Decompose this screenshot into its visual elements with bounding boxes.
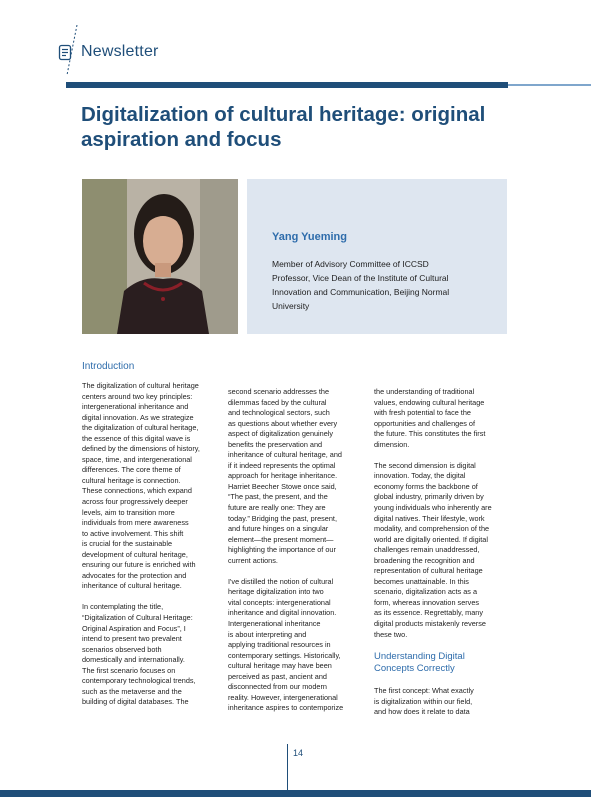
text-line: “The past, the present, and the [228, 492, 328, 502]
text-line: cultural heritage is connection. [82, 475, 181, 485]
text-line: defined by the dimensions of history, [82, 444, 200, 454]
text-line: form, whereas innovation serves [374, 597, 480, 607]
text-line: contemporary settings. Historically, [228, 650, 341, 660]
text-line: inheritance and digital innovation. [228, 608, 337, 618]
text-line: dimension. [374, 439, 410, 449]
text-line: Intergenerational inheritance [228, 619, 321, 629]
text-line: development of cultural heritage, [82, 549, 188, 559]
text-line: to active involvement. This shift [82, 528, 184, 538]
text-line: challenges remain unaddressed, [374, 545, 480, 555]
text-line: The first concept: What exactly [374, 686, 474, 696]
text-line: becomes unattainable. In this [374, 576, 469, 586]
text-line: inheritance of cultural heritage, and [228, 450, 342, 460]
text-line: building of digital databases. The [82, 697, 189, 707]
text-line: heritage digitalization into two [228, 587, 324, 597]
author-name: Yang Yueming [272, 231, 347, 243]
text-line: opportunities and challenges of [374, 418, 476, 428]
text-line: scenario, digitalization acts as a [374, 587, 478, 597]
text-line: domestically and internationally. [82, 655, 185, 665]
text-line: is crucial for the sustainable [82, 539, 173, 549]
paragraph [374, 387, 508, 450]
text-line: is about interpreting and [228, 629, 307, 639]
header-rule [66, 82, 508, 88]
text-line: contemporary technological trends, [82, 676, 196, 686]
text-line: today.” Bridging the past, present, [228, 513, 337, 523]
text-line: innovation. Today, the digital [374, 471, 466, 481]
paragraph [228, 387, 363, 566]
text-line: applying traditional resources in [228, 640, 331, 650]
paragraph [374, 686, 508, 718]
text-line: benefits the preservation and [228, 439, 323, 449]
author-role [272, 257, 492, 313]
text-line: advocates for the protection and [82, 570, 187, 580]
text-line: second scenario addresses the [228, 387, 330, 396]
text-line: these two. [374, 629, 408, 639]
text-line: inheritance of cultural heritage. [82, 581, 182, 591]
text-line: and future hinges on a singular [228, 524, 329, 534]
text-line: young individuals who inherently are [374, 503, 492, 513]
introduction-heading: Introduction [82, 361, 135, 372]
author-photo [82, 179, 238, 334]
text-line: I've distilled the notion of cultural [228, 576, 334, 586]
text-line: the digitalization of cultural heritage, [82, 423, 199, 433]
text-line: digital products mistakenly reverse [374, 619, 486, 629]
text-line: as its essence. Regrettably, many [374, 608, 483, 618]
text-line: The digitalization of cultural heritage [82, 381, 199, 390]
text-line: future are really one: They are [228, 503, 326, 513]
text-line: with fresh potential to face the [374, 408, 471, 418]
text-column-3 [374, 387, 508, 728]
page-number-divider [287, 744, 288, 790]
text-line: intend to present two prevalent [82, 634, 182, 644]
text-line: Understanding Digital [374, 650, 465, 662]
text-line: In contemplating the title, [82, 602, 164, 612]
paragraph [82, 602, 216, 707]
text-line: world are digitally oriented. If digital [374, 534, 488, 544]
text-line: as questions about whether every [228, 418, 338, 428]
section-heading [374, 651, 508, 676]
text-line: The second dimension is digital [374, 460, 476, 470]
text-line: economy forms the backbone of [374, 481, 478, 491]
text-line: “Digitalization of Cultural Heritage: [82, 613, 193, 623]
text-column-2 [228, 387, 363, 725]
text-line: Harriet Beecher Stowe once said, [228, 481, 337, 491]
text-line: is digitalization within our field, [374, 696, 473, 706]
text-line: broadening the recognition and [374, 555, 475, 565]
text-line: vital concepts: intergenerational [228, 597, 331, 607]
paragraph [82, 381, 216, 592]
text-line: digital innovation. As we strategize [82, 412, 194, 422]
text-line: aspect of digitalization genuinely [228, 429, 334, 439]
newsletter-icon [58, 44, 72, 61]
text-line: modality, and comprehension of the [374, 524, 490, 534]
text-line: the understanding of traditional [374, 387, 475, 396]
text-line: representation of cultural heritage [374, 566, 483, 576]
text-line: ensuring our future is enriched with [82, 560, 196, 570]
text-line: global industry, primarily driven by [374, 492, 484, 502]
text-line: disconnected from our modern [228, 682, 327, 692]
text-line: if it indeed represents the optimal [228, 460, 336, 470]
text-line: across four progressively deeper [82, 497, 188, 507]
text-line: dilemmas faced by the cultural [228, 397, 327, 407]
author-role-line: Innovation and Communication, Beijing Normal [272, 287, 450, 297]
text-line: These connections, which expand [82, 486, 192, 496]
text-line: Concepts Correctly [374, 663, 455, 675]
text-line: differences. The core theme of [82, 465, 181, 475]
text-line: element—the present moment— [228, 534, 334, 544]
text-line: individuals from mere awareness [82, 518, 189, 528]
text-line: reality. However, intergenerational [228, 692, 338, 702]
text-line: inheritance aspires to contemporize [228, 703, 344, 713]
text-line: space, time, and intergenerational [82, 454, 192, 464]
header-rule-light [508, 84, 591, 86]
text-line: The first scenario focuses on [82, 665, 176, 675]
text-line: scenarios observed both [82, 644, 162, 654]
text-line: intergenerational inheritance and [82, 402, 189, 412]
text-line: the future. This constitutes the first [374, 429, 486, 439]
text-line: centers around two key principles: [82, 391, 193, 401]
text-line: cultural heritage may have been [228, 661, 332, 671]
text-line: digital natives. Their lifestyle, work [374, 513, 485, 523]
section-label: Newsletter [81, 43, 159, 60]
text-line: and technological sectors, such [228, 408, 330, 418]
text-line: Original Aspiration and Focus”, I [82, 623, 186, 633]
text-line: current actions. [228, 555, 278, 565]
author-role-line: University [272, 301, 310, 311]
author-role-line: Professor, Vice Dean of the Institute of Cultural [272, 273, 449, 283]
author-role-line: Member of Advisory Committee of ICCSD [272, 259, 429, 269]
text-line: values, endowing cultural heritage [374, 397, 485, 407]
text-column-1 [82, 381, 216, 719]
text-line: the essence of this digital wave is [82, 433, 191, 443]
text-line: approach for heritage inheritance. [228, 471, 338, 481]
footer-bar [0, 790, 591, 797]
text-line: and how does it relate to data [374, 707, 470, 717]
text-line: such as the metaverse and the [82, 686, 182, 696]
page-number: 14 [293, 748, 304, 758]
text-line: perceived as past, ancient and [228, 671, 327, 681]
text-line: levels, aim to transition more [82, 507, 175, 517]
article-title: Digitalization of cultural heritage: original aspiration and focus [81, 103, 486, 151]
paragraph [228, 577, 363, 714]
paragraph [374, 461, 508, 640]
text-line: highlighting the importance of our [228, 545, 336, 555]
